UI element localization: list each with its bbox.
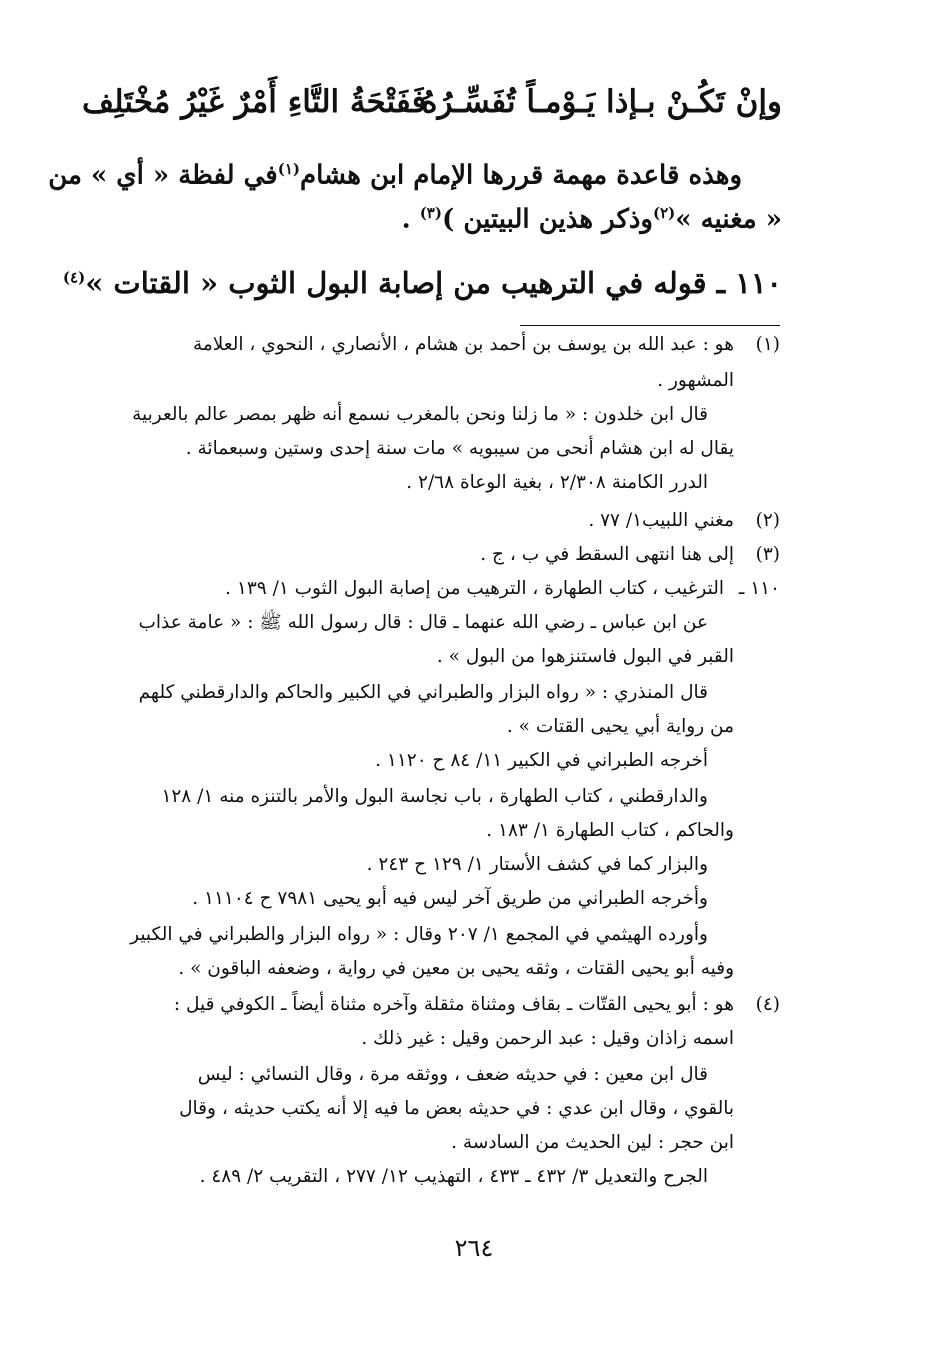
footnote-ref: (٣) xyxy=(419,204,442,222)
footnote-line: هو : عبد الله بن يوسف بن أحمد بن هشام ، الأنصاري ، النحوي ، العلامة xyxy=(192,334,734,355)
footnote-line: المشهور . xyxy=(657,370,734,391)
footnote-line: والحاكم ، كتاب الطهارة ١/ ١٨٣ . xyxy=(486,820,734,841)
footnote-line: القبر في البول فاستنزهوا من البول » . xyxy=(436,646,734,667)
footnote-number: (٢) xyxy=(755,510,780,531)
footnote-line: عن ابن عباس ـ رضي الله عنهما ـ قال : قال رسول الله ﷺ : « عامة عذاب xyxy=(138,612,708,633)
footnote-line: من رواية أبي يحيى القتات » . xyxy=(506,716,734,737)
footnote-line: والبزار كما في كشف الأستار ١/ ١٢٩ ح ٢٤٣ . xyxy=(366,854,708,875)
heading-text: ١١٠ ـ قوله في الترهيب من إصابة البول الثوب « القتات » xyxy=(85,266,782,300)
body-line-2 xyxy=(82,204,782,235)
footnote-line: إلى هنا انتهى السقط في ب ، ج . xyxy=(480,544,734,565)
footnote-ref: (٢) xyxy=(653,204,676,222)
footnote-line: اسمه زاذان وقيل : عبد الرحمن وقيل : غير ذلك . xyxy=(361,1028,734,1049)
footnote-number: (٤) xyxy=(755,994,780,1015)
footnote-line: مغني اللبيب١/ ٧٧ . xyxy=(588,510,734,531)
footnote-line: والدارقطني ، كتاب الطهارة ، باب نجاسة البول والأمر بالتنزه منه ١/ ١٢٨ xyxy=(161,786,708,807)
poem-hemistich-first: وإنْ تَكُـنْ بـإذا يَـوْمـاً تُفَسِّـرُهُ xyxy=(421,84,782,120)
footnote-number: (٣) xyxy=(755,544,780,565)
body-text: « مغنيه » xyxy=(675,204,782,235)
footnote-line: وفيه أبو يحيى القتات ، وثقه يحيى بن معين في رواية ، وضعفه الباقون » . xyxy=(178,958,734,979)
footnote-line: قال ابن معين : في حديثه ضعف ، ووثقه مرة ، وقال النسائي : ليس xyxy=(197,1064,708,1085)
footnote-ref: (١) xyxy=(277,160,300,178)
footnote-line: الدرر الكامنة ٢/٣٠٨ ، بغية الوعاة ٢/٦٨ . xyxy=(406,472,708,493)
footnote-line: ابن حجر : لين الحديث من السادسة . xyxy=(451,1132,734,1153)
footnote-line: وأخرجه الطبراني من طريق آخر ليس فيه أبو يحيى ٧٩٨١ ح ١١١٠٤ . xyxy=(192,888,708,909)
body-text: في لفظة « أي » من xyxy=(48,160,278,191)
footnote-number: (١) xyxy=(755,334,780,355)
footnote-separator xyxy=(520,325,780,326)
footnote-line: بالقوي ، وقال ابن عدي : في حديثه بعض ما فيه إلا أنه يكتب حديثه ، وقال xyxy=(179,1098,734,1119)
body-text: . xyxy=(401,204,420,235)
poem-hemistich-second: فَفَتْحَةُ التَّاءِ أَمْرٌ غَيْرُ مُخْتَلِف xyxy=(82,84,427,120)
footnote-line: يقال له ابن هشام أنحى من سيبويه » مات سنة إحدى وستين وسبعمائة . xyxy=(185,438,734,459)
footnote-line: هو : أبو يحيى القتّات ـ بقاف ومثناة مثقلة وآخره مثناة أيضاً ـ الكوفي قيل : xyxy=(173,994,734,1015)
body-text: وذكر هذين البيتين ) xyxy=(441,204,653,235)
body-text: وهذه قاعدة مهمة قررها الإمام ابن هشام xyxy=(300,160,742,191)
body-line-1 xyxy=(48,160,742,191)
poem-verse xyxy=(82,84,782,134)
footnote-line: الجرح والتعديل ٣/ ٤٣٢ ـ ٤٣٣ ، التهذيب ١٢/ ٢٧٧ ، التقريب ٢/ ٤٨٩ . xyxy=(199,1166,708,1187)
footnote-line: وأورده الهيثمي في المجمع ١/ ٢٠٧ وقال : « رواه البزار والطبراني في الكبير xyxy=(130,924,708,945)
footnote-line: الترغيب ، كتاب الطهارة ، الترهيب من إصابة البول الثوب ١/ ١٣٩ . xyxy=(225,578,724,599)
footnote-ref: (٤) xyxy=(62,268,86,287)
footnote-number: ١١٠ ـ xyxy=(738,578,780,599)
footnote-line: أخرجه الطبراني في الكبير ١١/ ٨٤ ح ١١٢٠ . xyxy=(375,750,708,771)
footnote-line: قال ابن خلدون : « ما زلنا ونحن بالمغرب نسمع أنه ظهر بمصر عالم بالعربية xyxy=(132,404,708,425)
section-heading xyxy=(62,266,782,300)
footnote-line: قال المنذري : « رواه البزار والطبراني في الكبير والحاكم والدارقطني كلهم xyxy=(138,682,708,703)
page-number: ٢٦٤ xyxy=(454,1234,494,1262)
